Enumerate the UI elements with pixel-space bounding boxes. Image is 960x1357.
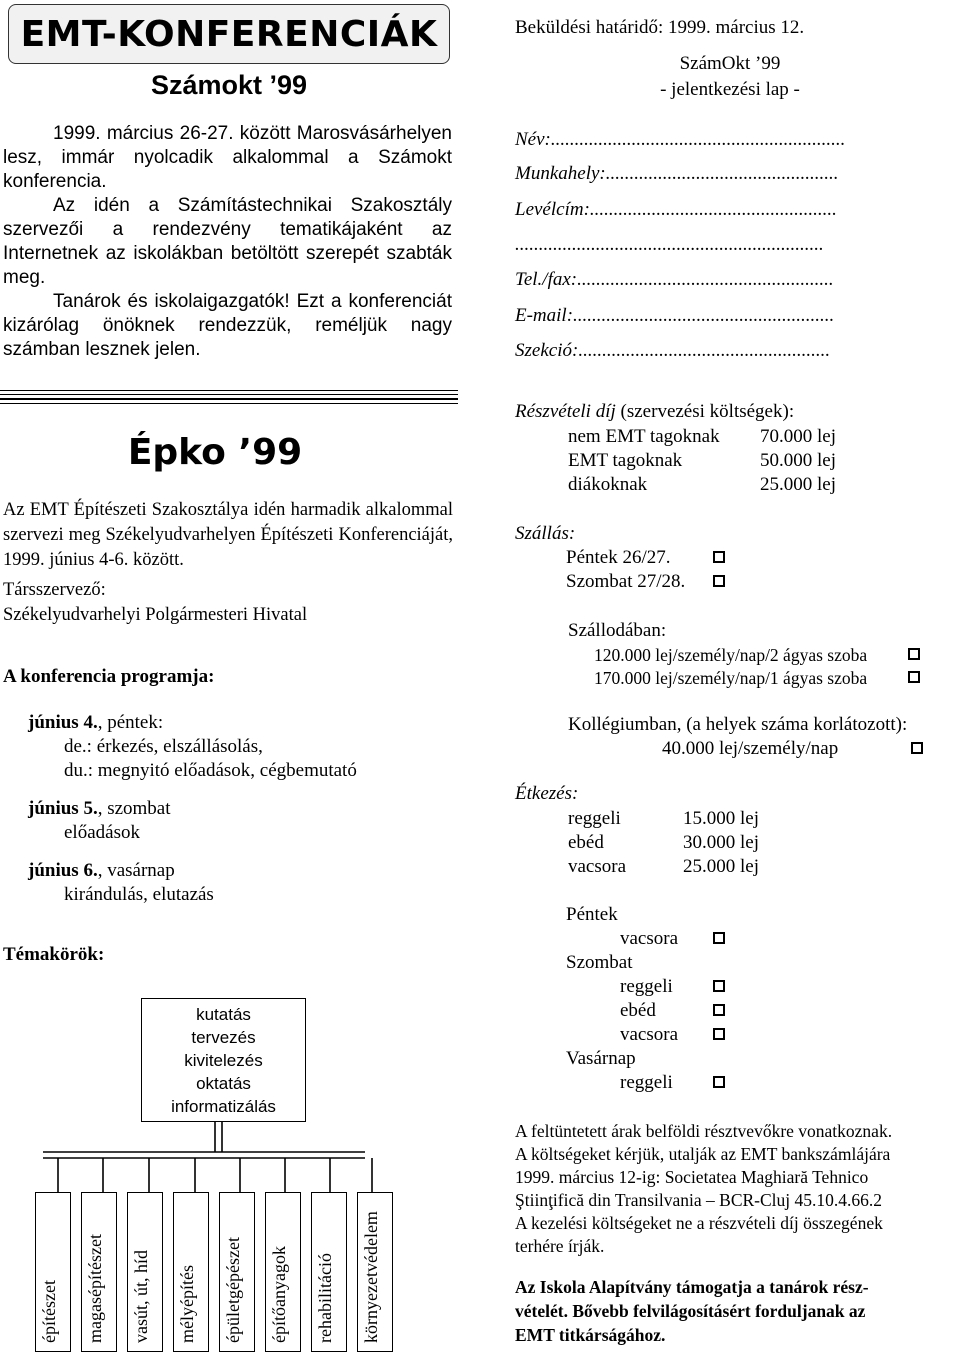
topic-label: rehabilitáció <box>315 1253 335 1343</box>
form-title-1: SzámOkt ’99 <box>679 53 781 74</box>
field-workplace[interactable]: Munkahely:................................................. <box>515 163 839 184</box>
fee-note: (szervezési költségek): <box>615 401 795 422</box>
program-day-3-weekday: , vasárnap <box>97 860 175 881</box>
fee-row-label: EMT tagoknak <box>568 450 683 471</box>
registration-form <box>510 0 960 1357</box>
field-section-label: Szekció: <box>515 340 579 361</box>
topic-label: vasút, út, híd <box>131 1250 151 1343</box>
dorm-label: Kollégiumban, (a helyek száma korlátozott): <box>568 714 908 735</box>
fee-row-value: 50.000 lej <box>760 450 836 471</box>
night-option-1: Péntek 26/27. <box>566 547 671 568</box>
program-day-1-weekday: , péntek: <box>97 712 164 733</box>
fee-row-value: 70.000 lej <box>760 426 836 447</box>
hotel-label: Szállodában: <box>568 620 667 641</box>
field-section[interactable]: Szekció:..................................................... <box>515 340 831 361</box>
schedule-meal: reggeli <box>620 976 673 997</box>
szamokt-paragraph-3: Tanárok és iskolaigazgatók! Ezt a konferenciát kizárólag önöknek rendezzük, reméljük nagy számban lesznek jelen. <box>3 291 452 360</box>
banner-title: EMT-KONFERENCIÁK <box>20 13 438 55</box>
field-email-label: E-mail: <box>515 305 574 326</box>
payment-note-line: terhére írják. <box>515 1236 605 1256</box>
field-address[interactable]: Levélcím:.................................................... <box>515 199 837 220</box>
program-day-1-item-2: du.: megnyitó előadások, cégbemutató <box>64 760 357 781</box>
program-day-3-item-1: kirándulás, elutazás <box>64 884 214 905</box>
payment-note-line: Ştiinţifică din Transilvania – BCR-Cluj 45.10.4.66.2 <box>515 1190 883 1210</box>
field-address-label: Levélcím: <box>515 199 590 220</box>
szamokt-paragraph-1: 1999. március 26-27. között Marosvásárhelyen lesz, immár nyolcadik alkalommal a Számokt konferencia. <box>3 123 452 192</box>
topic-label: magasépítészet <box>85 1234 105 1343</box>
topic-box <box>35 1192 71 1352</box>
header-banner <box>8 4 450 64</box>
closing-note <box>515 1275 955 1347</box>
center-topic: kutatás <box>196 1005 251 1024</box>
fee-label: Részvételi díj <box>515 401 616 422</box>
dorm-price: 40.000 lej/személy/nap <box>662 738 839 759</box>
night-2-checkbox[interactable] <box>713 575 725 587</box>
meal-row-label: ebéd <box>568 832 604 853</box>
topic-box <box>265 1192 301 1352</box>
epko-paragraph: Az EMT Építészeti Szakosztálya idén harmadik alkalommal szervezi meg Székelyudvarhelyen Építészeti Konferenciáját, 1999. június 4-6. között. <box>3 500 453 570</box>
dorm-checkbox[interactable] <box>911 742 923 754</box>
friday-dinner-checkbox[interactable] <box>713 932 725 944</box>
field-workplace-label: Munkahely: <box>515 163 606 184</box>
meal-row-value: 15.000 lej <box>683 808 759 829</box>
topic-box <box>127 1192 163 1352</box>
form-title-2: - jelentkezési lap - <box>660 79 800 100</box>
schedule-meal: reggeli <box>620 1072 673 1093</box>
closing-line: Az Iskola Alapítvány támogatja a tanárok rész- <box>515 1277 869 1297</box>
topic-box <box>357 1192 393 1352</box>
topics-center-list <box>142 999 305 1118</box>
epko-coorganizer-label: Társszervező: <box>3 580 106 600</box>
schedule-day: Vasárnap <box>566 1048 636 1069</box>
fee-row-label: nem EMT tagoknak <box>568 426 720 447</box>
saturday-dinner-checkbox[interactable] <box>713 1028 725 1040</box>
schedule-meal: vacsora <box>620 1024 679 1045</box>
topic-label: épületgépészet <box>223 1237 243 1343</box>
sunday-breakfast-checkbox[interactable] <box>713 1076 725 1088</box>
form-deadline: Beküldési határidő: 1999. március 12. <box>515 17 805 38</box>
field-phone-label: Tel./fax: <box>515 269 578 290</box>
topic-box <box>311 1192 347 1352</box>
hotel-option-1-checkbox[interactable] <box>908 648 920 660</box>
topic-label: mélyépítés <box>177 1265 197 1343</box>
night-1-checkbox[interactable] <box>713 551 725 563</box>
program-day-1-item-1: de.: érkezés, elszállásolás, <box>64 736 263 757</box>
epko-title: Épko ’99 <box>127 432 303 473</box>
program-day-2-weekday: , szombat <box>97 798 171 819</box>
field-name[interactable]: Név:.............................................................. <box>515 129 846 150</box>
meals-label: Étkezés: <box>515 783 579 804</box>
schedule-day: Szombat <box>566 952 633 973</box>
topics-connector-lines <box>0 1120 458 1195</box>
fee-row-label: diákoknak <box>568 474 648 495</box>
payment-note-line: A kezelési költségeket ne a részvételi díj összegének <box>515 1213 883 1233</box>
field-email[interactable]: E-mail:....................................................... <box>515 305 835 326</box>
payment-notes <box>515 1120 955 1258</box>
closing-line: vételét. Bővebb felvilágosításért forduljanak az <box>515 1301 866 1321</box>
program-day-2-date: június 5. <box>28 798 98 819</box>
meal-row-value: 25.000 lej <box>683 856 759 877</box>
schedule-meal: ebéd <box>620 1000 656 1021</box>
program-day-1 <box>28 711 163 735</box>
topics-center-box <box>141 998 306 1122</box>
center-topic: oktatás <box>196 1074 251 1093</box>
center-topic: kivitelezés <box>184 1051 263 1070</box>
hotel-option-1: 120.000 lej/személy/nap/2 ágyas szoba <box>594 645 868 665</box>
topic-label: környezetvédelem <box>361 1211 381 1343</box>
szamokt-body <box>3 122 452 362</box>
field-phone[interactable]: Tel./fax:...................................................... <box>515 269 834 290</box>
topic-label: építőanyagok <box>269 1246 289 1343</box>
epko-coorganizer: Székelyudvarhelyi Polgármesteri Hivatal <box>3 605 308 625</box>
payment-note-line: 1999. március 12-ig: Societatea Maghiară Tehnico <box>515 1167 869 1187</box>
center-topic: tervezés <box>191 1028 256 1047</box>
program-day-3-date: június 6. <box>28 860 98 881</box>
hotel-option-2-checkbox[interactable] <box>908 671 920 683</box>
program-day-2 <box>28 797 171 821</box>
payment-note-line: A feltüntetett árak belföldi résztvevőkre vonatkoznak. <box>515 1121 893 1141</box>
center-topic: informatizálás <box>171 1097 276 1116</box>
schedule-day: Péntek <box>566 904 618 925</box>
topic-label: építészet <box>39 1280 59 1343</box>
meal-row-label: vacsora <box>568 856 627 877</box>
payment-note-line: A költségeket kérjük, utalják az EMT bankszámlájára <box>515 1144 891 1164</box>
topics-heading: Témakörök: <box>3 944 105 965</box>
field-name-label: Név: <box>515 129 551 150</box>
meal-row-label: reggeli <box>568 808 621 829</box>
program-heading: A konferencia programja: <box>3 666 215 687</box>
lodging-label: Szállás: <box>515 523 576 544</box>
meal-row-value: 30.000 lej <box>683 832 759 853</box>
closing-line: EMT titkárságához. <box>515 1325 666 1345</box>
night-option-2: Szombat 27/28. <box>566 571 686 592</box>
hotel-option-2: 170.000 lej/személy/nap/1 ágyas szoba <box>594 668 868 688</box>
szamokt-paragraph-2: Az idén a Számítástechnikai Szakosztály szervezői a rendezvény tematikájaként az Internetnek az iskolákban betöltött szerepét szabták meg. <box>3 195 452 288</box>
szamokt-title: Számokt ’99 <box>150 70 308 100</box>
left-column <box>0 0 458 1357</box>
program-day-3 <box>28 859 175 883</box>
program-day-2-item-1: előadások <box>64 822 140 843</box>
saturday-lunch-checkbox[interactable] <box>713 1004 725 1016</box>
field-address-line-2[interactable]: ................................................................. <box>515 234 824 255</box>
topic-box <box>219 1192 255 1352</box>
topic-box <box>173 1192 209 1352</box>
topic-box <box>81 1192 117 1352</box>
saturday-breakfast-checkbox[interactable] <box>713 980 725 992</box>
fee-heading <box>515 400 794 424</box>
program-day-1-date: június 4. <box>28 712 98 733</box>
fee-row-value: 25.000 lej <box>760 474 836 495</box>
schedule-meal: vacsora <box>620 928 679 949</box>
